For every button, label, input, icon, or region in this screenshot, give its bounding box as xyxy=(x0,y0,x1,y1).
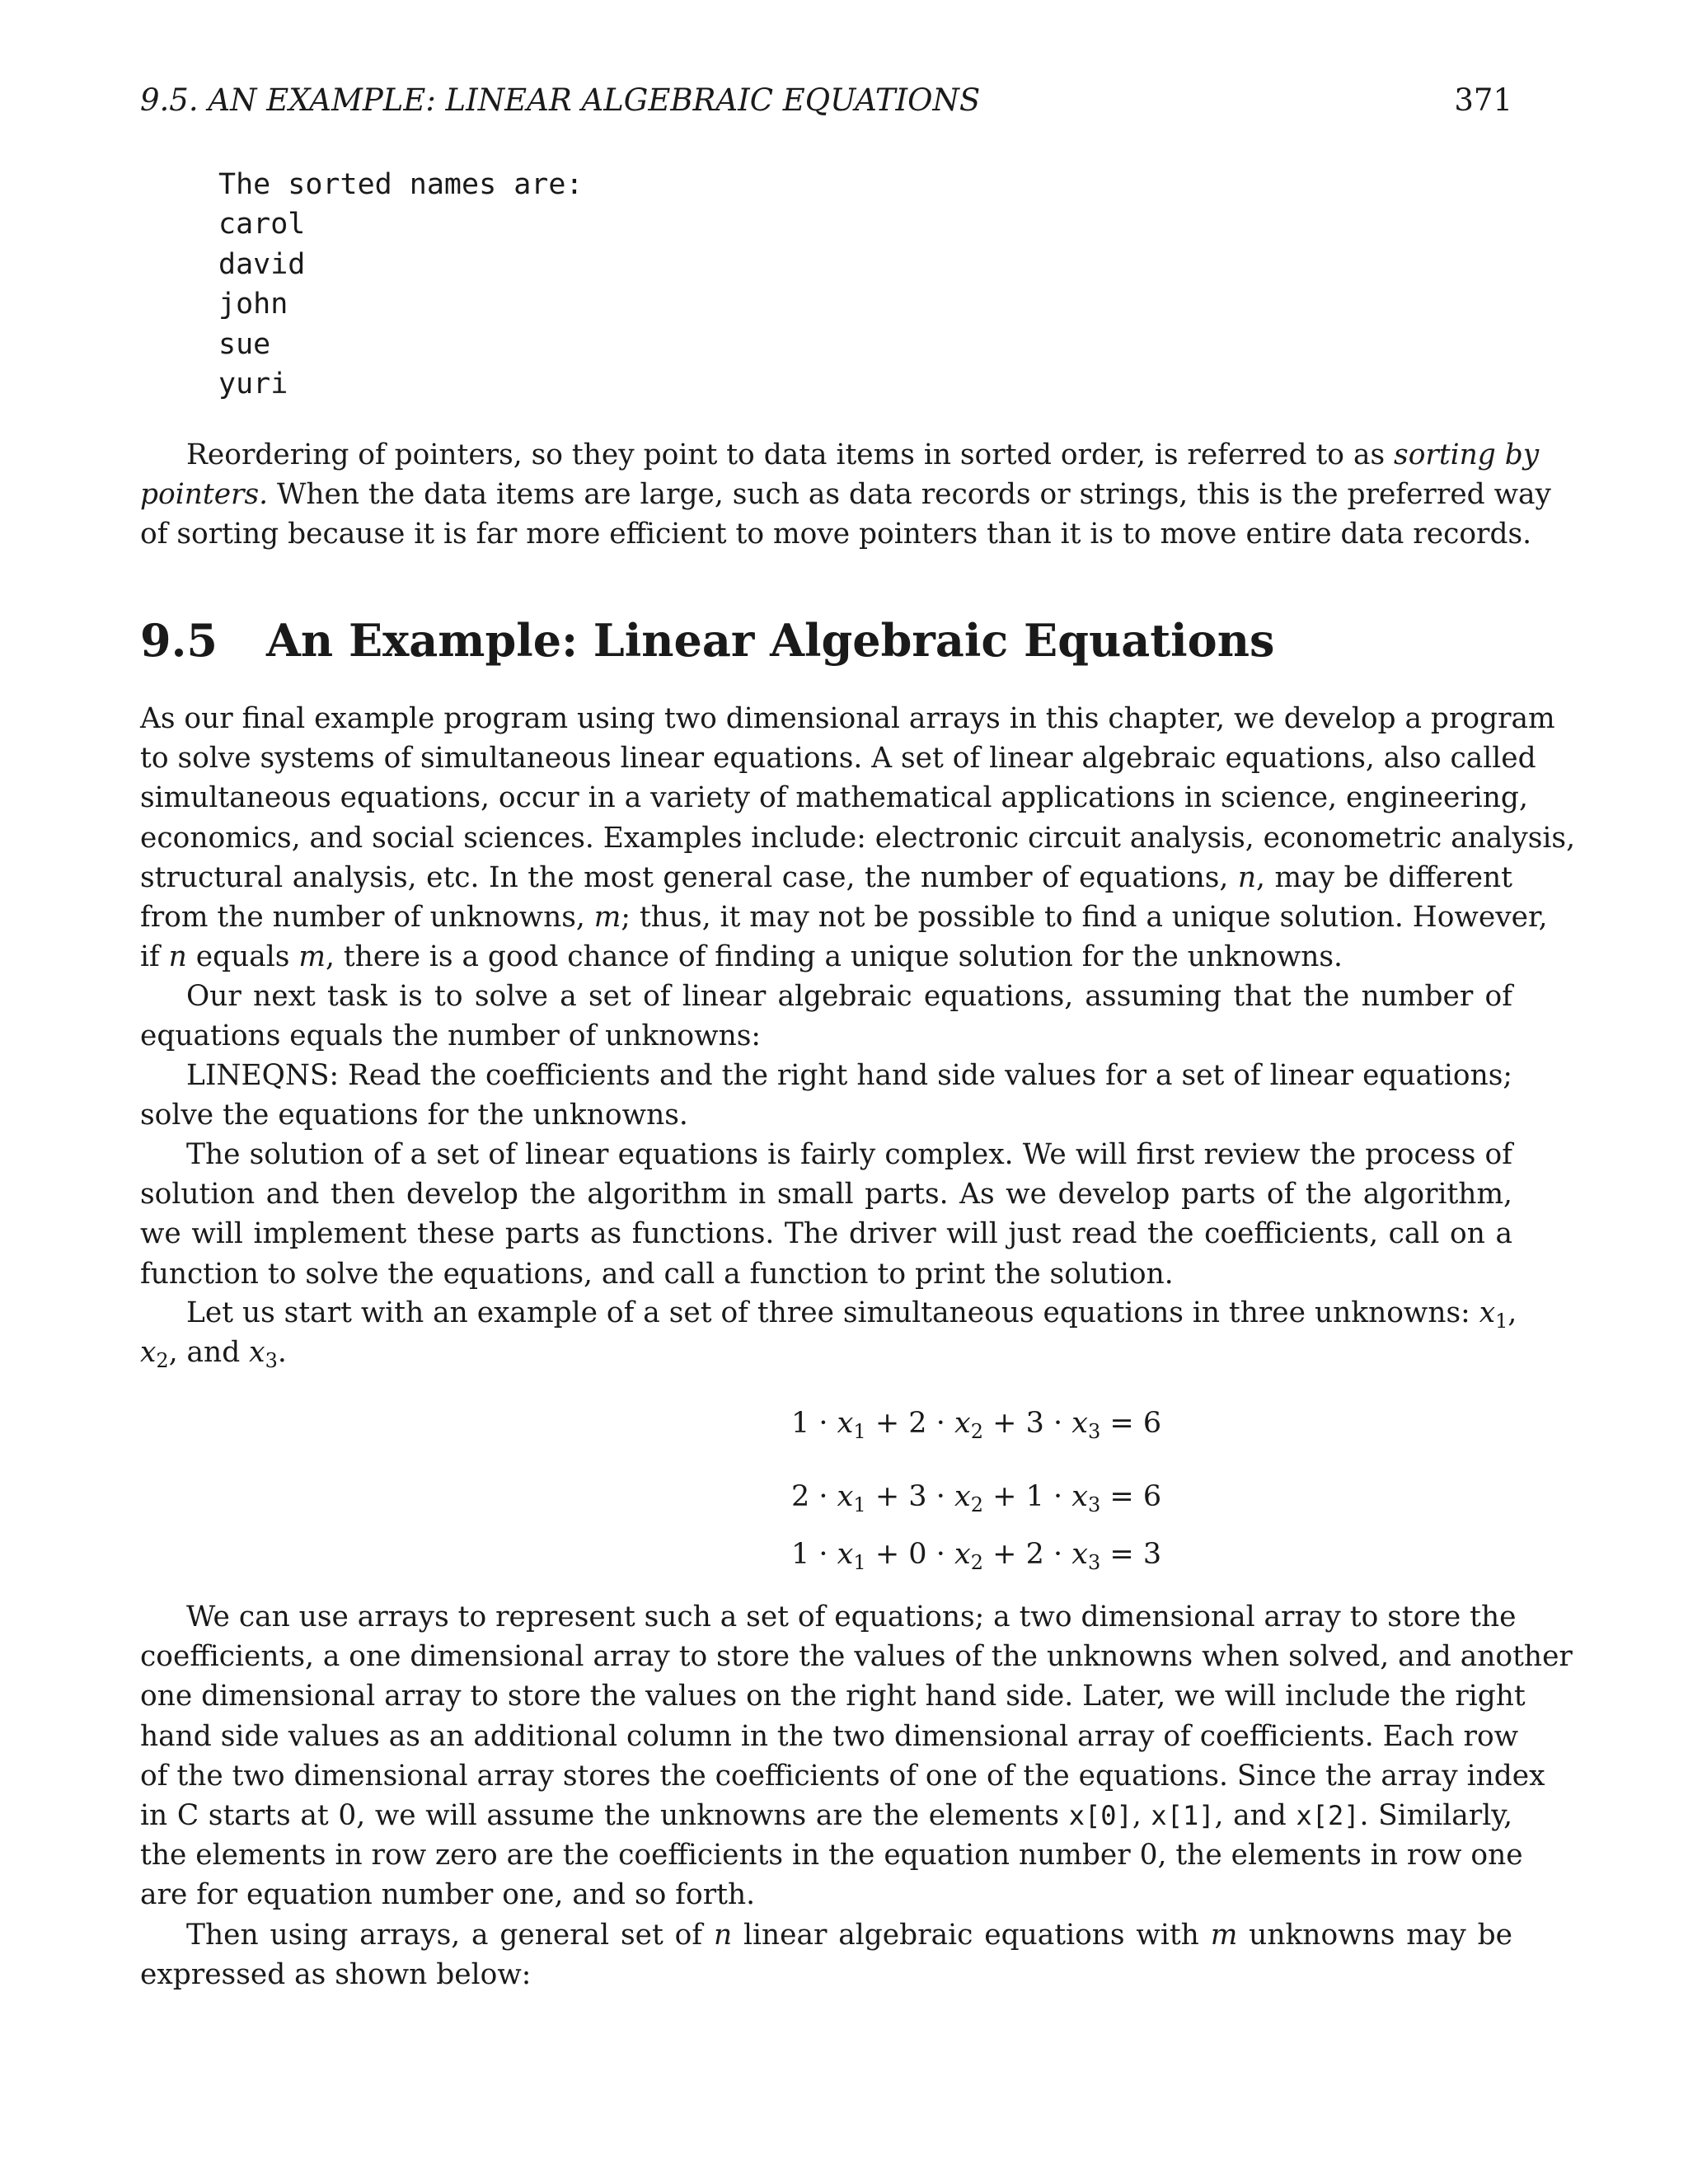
equation-1: $1 \cdot x_1 + 2 \cdot x_2 + 3 \cdot x_3 = 6$ xyxy=(791,1407,1162,1443)
equation-2: $2 \cdot x_1 + 3 \cdot x_2 + 1 \cdot x_3 = 6$ xyxy=(791,1480,1162,1516)
section-heading xyxy=(140,614,1274,667)
paragraph-2: Our next task is to solve a set of linear algebraic equations, assuming that the number of equations equals the number of unknowns: xyxy=(140,980,1512,1053)
program-output-block xyxy=(218,165,584,404)
paragraph-6: We can use arrays to represent such a set of equations; a two dimensional array to store the coefficients, a one dimensional array to store the values of the unknowns when solved, and another one dimensional array to store the values on the right hand side. Later, we will include the right hand side values as an additional column in the two dimensional array of coefficients. Each row of the two dimensional array stores the coefficients of one of the equations. Since the array index in C starts at 0, we will assume the unknowns are the elements x[0], x[1], and x[2]. Similarly, the elements in row zero are the coefficients in the equation number 0, the elements in row one are for equation number one, and so forth. xyxy=(140,1601,1573,1912)
output-name: sue xyxy=(218,327,271,361)
paragraph-3: LINEQNS: Read the coefficients and the right hand side values for a set of linear equations; solve the equations for the unknowns. xyxy=(140,1059,1512,1132)
intro-paragraph: Reordering of pointers, so they point to data items in sorted order, is referred to as sorting by pointers. When the data items are large, such as data records or strings, this is the preferred way of sorting because it is far more efficient to move pointers than it is to move entire data records. xyxy=(140,438,1551,551)
output-name: david xyxy=(218,247,306,281)
paragraph-5: Let us start with an example of a set of three simultaneous equations in three unknowns: $x_1$, $x_2$, and $x_3$. xyxy=(140,1296,1517,1373)
page-number: 371 xyxy=(1454,82,1512,118)
paragraph-1: As our final example program using two dimensional arrays in this chapter, we develop a program to solve systems of simultaneous linear equations. A set of linear algebraic equations, also called simultaneous equations, occur in a variety of mathematical applications in science, engineering, economics, and social sciences. Examples include: electronic circuit analysis, econometric analysis, structural analysis, etc. In the most general case, the number of equations, n, may be different from the number of unknowns, m; thus, it may not be possible to find a unique solution. However, if n equals m, there is a good chance of finding a unique solution for the unknowns. xyxy=(140,702,1576,974)
running-head xyxy=(140,82,1512,124)
output-name: john xyxy=(218,288,288,321)
section-title: An Example: Linear Algebraic Equations xyxy=(266,614,1275,667)
paragraph-7: Then using arrays, a general set of n linear algebraic equations with m unknowns may be expressed as shown below: xyxy=(140,1919,1513,1992)
page xyxy=(140,0,1576,2184)
output-heading: The sorted names are: xyxy=(218,168,584,201)
output-name: yuri xyxy=(218,367,288,401)
paragraph-4: The solution of a set of linear equations is fairly complex. We will first review the process of solution and then develop the algorithm in small parts. As we develop parts of the algorithm, we will implement these parts as functions. The driver will just read the coefficients, call on a function to solve the equations, and call a function to print the solution. xyxy=(140,1138,1512,1291)
equation-3: $1 \cdot x_1 + 0 \cdot x_2 + 2 \cdot x_3 = 3$ xyxy=(791,1538,1162,1574)
running-title: 9.5. AN EXAMPLE: LINEAR ALGEBRAIC EQUATIONS xyxy=(140,82,981,118)
section-number: 9.5 xyxy=(140,614,218,667)
output-name: carol xyxy=(218,208,306,241)
